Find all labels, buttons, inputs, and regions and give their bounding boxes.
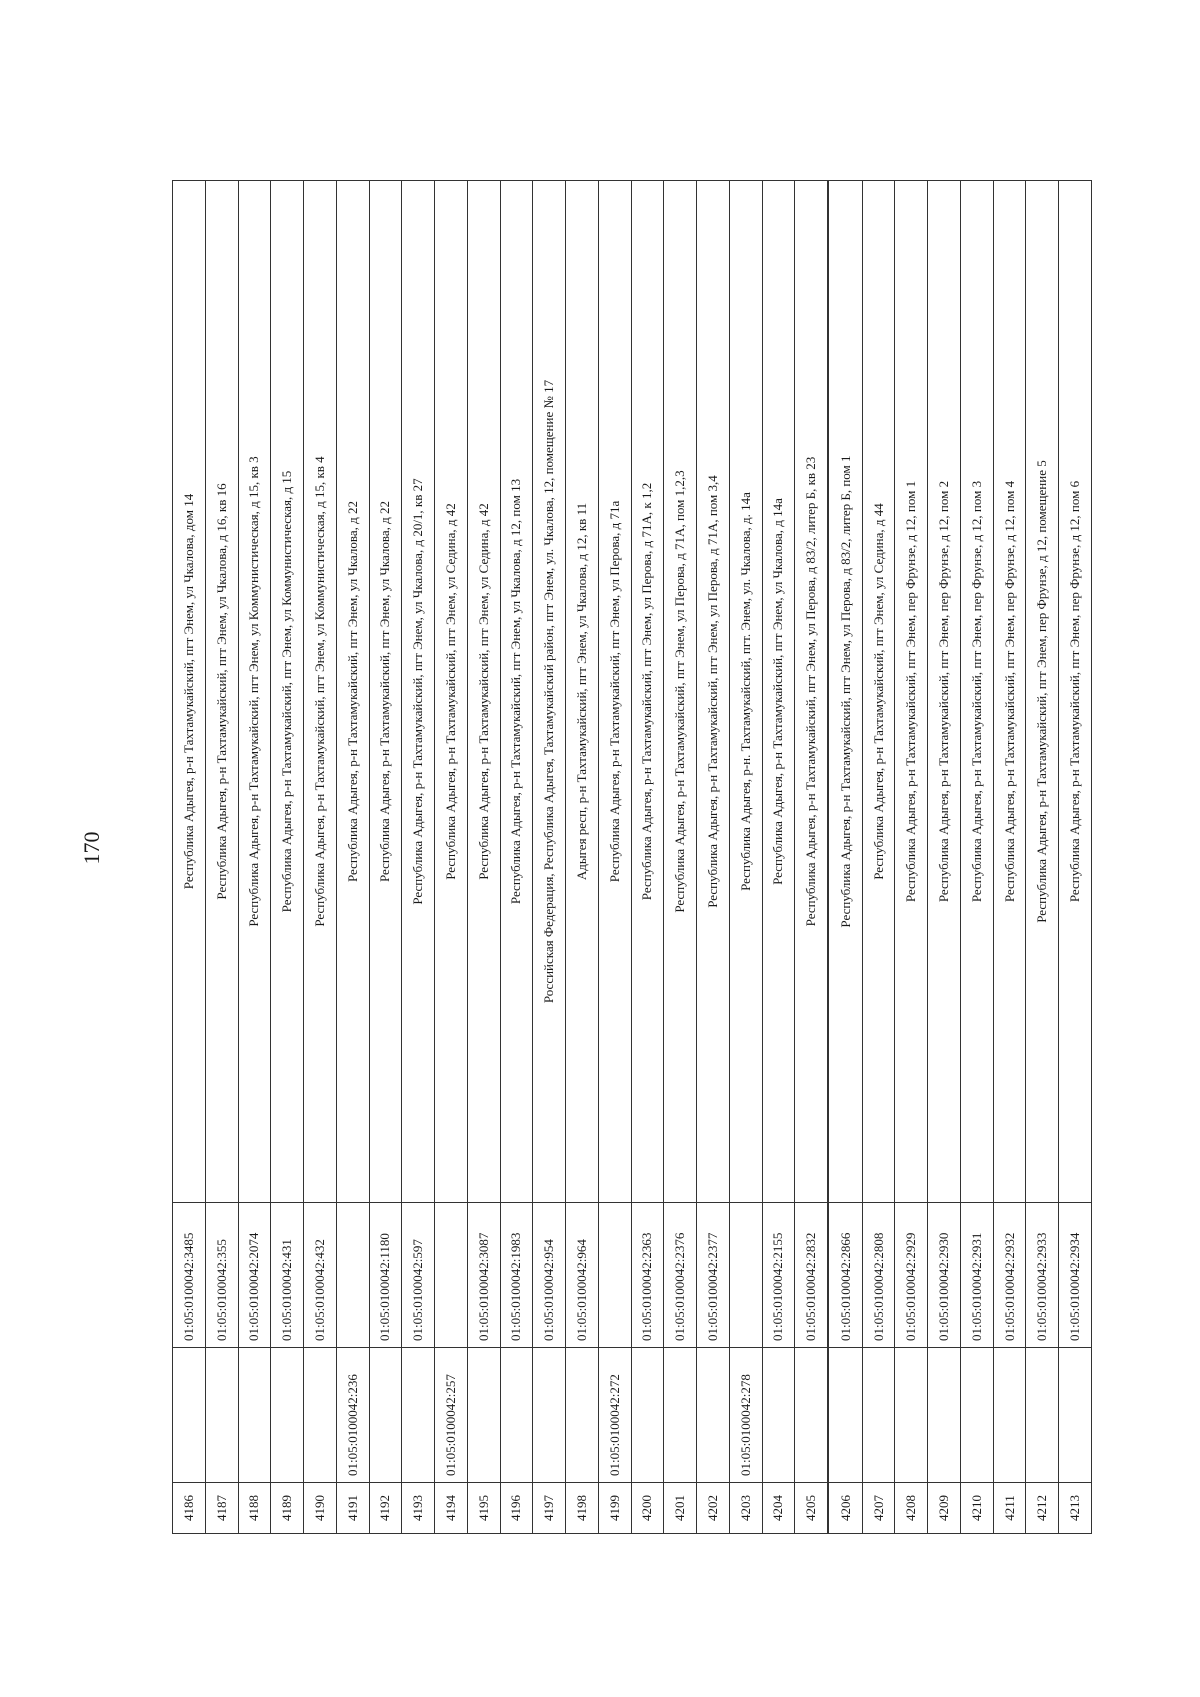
parent-cadastral-number-cell: [1059, 1348, 1092, 1483]
address-cell: Республика Адыгея, р-н Тахтамукайский, пгт Энем, пер Фрунзе, д 12, пом 6: [1059, 181, 1092, 1203]
row-number-cell: 4198: [566, 1483, 599, 1534]
table-row: [960, 181, 993, 1534]
row-number-cell: 4189: [271, 1483, 304, 1534]
row-number-cell: 4187: [205, 1483, 238, 1534]
cadastral-number-cell: 01:05:0100042:964: [566, 1203, 599, 1348]
address-cell: Республика Адыгея, р-н Тахтамукайский, пгт Энем, пер Фрунзе, д 12, пом 1: [895, 181, 928, 1203]
parent-cadastral-number-cell: [895, 1348, 928, 1483]
table-row: [205, 181, 238, 1534]
table-row: [664, 181, 697, 1534]
row-number-cell: 4205: [795, 1483, 829, 1534]
parent-cadastral-number-cell: [304, 1348, 337, 1483]
cadastral-number-cell: 01:05:0100042:1983: [500, 1203, 533, 1348]
address-cell: Республика Адыгея, р-н Тахтамукайский, пгт Энем, ул Седина, д 42: [435, 181, 468, 1203]
parent-cadastral-number-cell: 01:05:0100042:257: [435, 1348, 468, 1483]
cadastral-number-cell: 01:05:0100042:3087: [467, 1203, 500, 1348]
table-row: [762, 181, 795, 1534]
table-row: [533, 181, 566, 1534]
parent-cadastral-number-cell: [697, 1348, 730, 1483]
address-cell: Адыгея респ, р-н Тахтамукайский, пгт Энем, ул Чкалова, д 12, кв 11: [566, 181, 599, 1203]
address-cell: Республика Адыгея, р-н Тахтамукайский, пгт Энем, ул Чкалова, д 22: [336, 181, 369, 1203]
table-row: [862, 181, 895, 1534]
parent-cadastral-number-cell: [993, 1348, 1026, 1483]
address-cell: Республика Адыгея, р-н Тахтамукайский, пгт Энем, ул Чкалова, д 20/1, кв 27: [402, 181, 435, 1203]
table-body: [173, 181, 1092, 1534]
cadastral-number-cell: 01:05:0100042:2377: [697, 1203, 730, 1348]
cadastral-number-cell: 01:05:0100042:2931: [960, 1203, 993, 1348]
table-row: [598, 181, 631, 1534]
row-number-cell: 4192: [369, 1483, 402, 1534]
parent-cadastral-number-cell: [566, 1348, 599, 1483]
table-row: [993, 181, 1026, 1534]
table-row: [336, 181, 369, 1534]
parent-cadastral-number-cell: 01:05:0100042:272: [598, 1348, 631, 1483]
landscape-sheet: [172, 180, 1092, 1534]
row-number-cell: 4209: [928, 1483, 961, 1534]
table-row: [729, 181, 762, 1534]
table-row: [467, 181, 500, 1534]
cadastral-number-cell: 01:05:0100042:2155: [762, 1203, 795, 1348]
parent-cadastral-number-cell: [928, 1348, 961, 1483]
address-cell: Республика Адыгея, р-н Тахтамукайский, пгт Энем, ул Чкалова, д 22: [369, 181, 402, 1203]
cadastral-number-cell: 01:05:0100042:432: [304, 1203, 337, 1348]
cadastral-number-cell: 01:05:0100042:2866: [828, 1203, 862, 1348]
cadastral-number-cell: 01:05:0100042:431: [271, 1203, 304, 1348]
address-cell: Республика Адыгея, р-н Тахтамукайский, пгт Энем, пер Фрунзе, д 12, пом 4: [993, 181, 1026, 1203]
row-number-cell: 4197: [533, 1483, 566, 1534]
parent-cadastral-number-cell: [631, 1348, 664, 1483]
row-number-cell: 4188: [238, 1483, 271, 1534]
cadastral-number-cell: 01:05:0100042:2930: [928, 1203, 961, 1348]
parent-cadastral-number-cell: [533, 1348, 566, 1483]
address-cell: Республика Адыгея, р-н Тахтамукайский, пгт Энем, ул Коммунистическая, д 15, кв 3: [238, 181, 271, 1203]
address-cell: Республика Адыгея, р-н Тахтамукайский, пгт Энем, ул Перова, д 71А, пом 1,2,3: [664, 181, 697, 1203]
address-cell: Республика Адыгея, р-н Тахтамукайский, пгт Энем, ул Перова, д 83/2, литер Б, кв 23: [795, 181, 829, 1203]
address-cell: Республика Адыгея, р-н Тахтамукайский, пгт Энем, ул Седина, д 44: [862, 181, 895, 1203]
table-row: [795, 181, 829, 1534]
row-number-cell: 4213: [1059, 1483, 1092, 1534]
parent-cadastral-number-cell: [1026, 1348, 1059, 1483]
parent-cadastral-number-cell: [664, 1348, 697, 1483]
parent-cadastral-number-cell: [762, 1348, 795, 1483]
row-number-cell: 4211: [993, 1483, 1026, 1534]
parent-cadastral-number-cell: [828, 1348, 862, 1483]
parent-cadastral-number-cell: [402, 1348, 435, 1483]
address-cell: Республика Адыгея, р-н Тахтамукайский, пгт Энем, ул Чкалова, дом 14: [173, 181, 206, 1203]
cadastral-number-cell: 01:05:0100042:2363: [631, 1203, 664, 1348]
address-cell: Республика Адыгея, р-н Тахтамукайский, пгт Энем, ул Чкалова, д 12, пом 13: [500, 181, 533, 1203]
parent-cadastral-number-cell: [960, 1348, 993, 1483]
cadastral-table: [172, 180, 1092, 1534]
table-row: [435, 181, 468, 1534]
row-number-cell: 4206: [828, 1483, 862, 1534]
row-number-cell: 4191: [336, 1483, 369, 1534]
row-number-cell: 4186: [173, 1483, 206, 1534]
row-number-cell: 4199: [598, 1483, 631, 1534]
table-row: [1026, 181, 1059, 1534]
address-cell: Республика Адыгея, р-н Тахтамукайский, пгт Энем, пер Фрунзе, д 12, помещение 5: [1026, 181, 1059, 1203]
cadastral-number-cell: 01:05:0100042:2808: [862, 1203, 895, 1348]
cadastral-number-cell: [729, 1203, 762, 1348]
parent-cadastral-number-cell: 01:05:0100042:236: [336, 1348, 369, 1483]
cadastral-number-cell: 01:05:0100042:1180: [369, 1203, 402, 1348]
table-row: [895, 181, 928, 1534]
row-number-cell: 4212: [1026, 1483, 1059, 1534]
row-number-cell: 4204: [762, 1483, 795, 1534]
table-row: [500, 181, 533, 1534]
row-number-cell: 4210: [960, 1483, 993, 1534]
parent-cadastral-number-cell: [500, 1348, 533, 1483]
table-row: [402, 181, 435, 1534]
table-row: [697, 181, 730, 1534]
table-row: [304, 181, 337, 1534]
address-cell: Республика Адыгея, р-н Тахтамукайский, пгт Энем, ул Чкалова, д 14а: [762, 181, 795, 1203]
cadastral-number-cell: [435, 1203, 468, 1348]
table-row: [1059, 181, 1092, 1534]
row-number-cell: 4208: [895, 1483, 928, 1534]
row-number-cell: 4202: [697, 1483, 730, 1534]
cadastral-number-cell: 01:05:0100042:2832: [795, 1203, 829, 1348]
address-cell: Республика Адыгея, р-н Тахтамукайский, пгт Энем, ул Перова, д 71а: [598, 181, 631, 1203]
row-number-cell: 4190: [304, 1483, 337, 1534]
row-number-cell: 4193: [402, 1483, 435, 1534]
table-row: [928, 181, 961, 1534]
address-cell: Республика Адыгея, р-н Тахтамукайский, пгт Энем, ул Перова, д 71А, пом 3,4: [697, 181, 730, 1203]
row-number-cell: 4207: [862, 1483, 895, 1534]
address-cell: Республика Адыгея, р-н Тахтамукайский, пгт Энем, ул Перова, д 71А, к 1,2: [631, 181, 664, 1203]
cadastral-number-cell: 01:05:0100042:355: [205, 1203, 238, 1348]
row-number-cell: 4196: [500, 1483, 533, 1534]
row-number-cell: 4201: [664, 1483, 697, 1534]
cadastral-number-cell: 01:05:0100042:2934: [1059, 1203, 1092, 1348]
address-cell: Республика Адыгея, р-н Тахтамукайский, пгт Энем, пер Фрунзе, д 12, пом 3: [960, 181, 993, 1203]
table-frame: [172, 180, 1092, 1534]
cadastral-number-cell: [336, 1203, 369, 1348]
cadastral-number-cell: 01:05:0100042:2376: [664, 1203, 697, 1348]
address-cell: Республика Адыгея, р-н Тахтамукайский, пгт Энем, ул Чкалова, д 16, кв 16: [205, 181, 238, 1203]
table-row: [566, 181, 599, 1534]
parent-cadastral-number-cell: [205, 1348, 238, 1483]
cadastral-number-cell: [598, 1203, 631, 1348]
parent-cadastral-number-cell: 01:05:0100042:278: [729, 1348, 762, 1483]
address-cell: Республика Адыгея, р-н Тахтамукайский, пгт Энем, ул Коммунистическая, д 15: [271, 181, 304, 1203]
address-cell: Республика Адыгея, р-н. Тахтамукайский, пгт. Энем, ул. Чкалова, д. 14а: [729, 181, 762, 1203]
table-row: [631, 181, 664, 1534]
cadastral-number-cell: 01:05:0100042:3485: [173, 1203, 206, 1348]
page-number: 170: [79, 831, 104, 865]
parent-cadastral-number-cell: [369, 1348, 402, 1483]
row-number-cell: 4200: [631, 1483, 664, 1534]
address-cell: Республика Адыгея, р-н Тахтамукайский, пгт Энем, ул Коммунистическая, д 15, кв 4: [304, 181, 337, 1203]
cadastral-number-cell: 01:05:0100042:954: [533, 1203, 566, 1348]
row-number-cell: 4203: [729, 1483, 762, 1534]
address-cell: Республика Адыгея, р-н Тахтамукайский, пгт Энем, пер Фрунзе, д 12, пом 2: [928, 181, 961, 1203]
table-row: [369, 181, 402, 1534]
parent-cadastral-number-cell: [271, 1348, 304, 1483]
row-number-cell: 4195: [467, 1483, 500, 1534]
table-row: [271, 181, 304, 1534]
cadastral-number-cell: 01:05:0100042:2074: [238, 1203, 271, 1348]
parent-cadastral-number-cell: [238, 1348, 271, 1483]
table-row: [238, 181, 271, 1534]
parent-cadastral-number-cell: [795, 1348, 829, 1483]
cadastral-number-cell: 01:05:0100042:2929: [895, 1203, 928, 1348]
cadastral-number-cell: 01:05:0100042:2933: [1026, 1203, 1059, 1348]
address-cell: Республика Адыгея, р-н Тахтамукайский, пгт Энем, ул Седина, д 42: [467, 181, 500, 1203]
table-row: [173, 181, 206, 1534]
parent-cadastral-number-cell: [467, 1348, 500, 1483]
parent-cadastral-number-cell: [173, 1348, 206, 1483]
address-cell: Российская Федерация, Республика Адыгея, Тахтамукайский район, пгт Энем, ул. Чкалова, 12, помещение № 17: [533, 181, 566, 1203]
address-cell: Республика Адыгея, р-н Тахтамукайский, пгт Энем, ул Перова, д 83/2, литер Б, пом 1: [828, 181, 862, 1203]
cadastral-number-cell: 01:05:0100042:597: [402, 1203, 435, 1348]
row-number-cell: 4194: [435, 1483, 468, 1534]
parent-cadastral-number-cell: [862, 1348, 895, 1483]
table-row: [828, 181, 862, 1534]
cadastral-number-cell: 01:05:0100042:2932: [993, 1203, 1026, 1348]
